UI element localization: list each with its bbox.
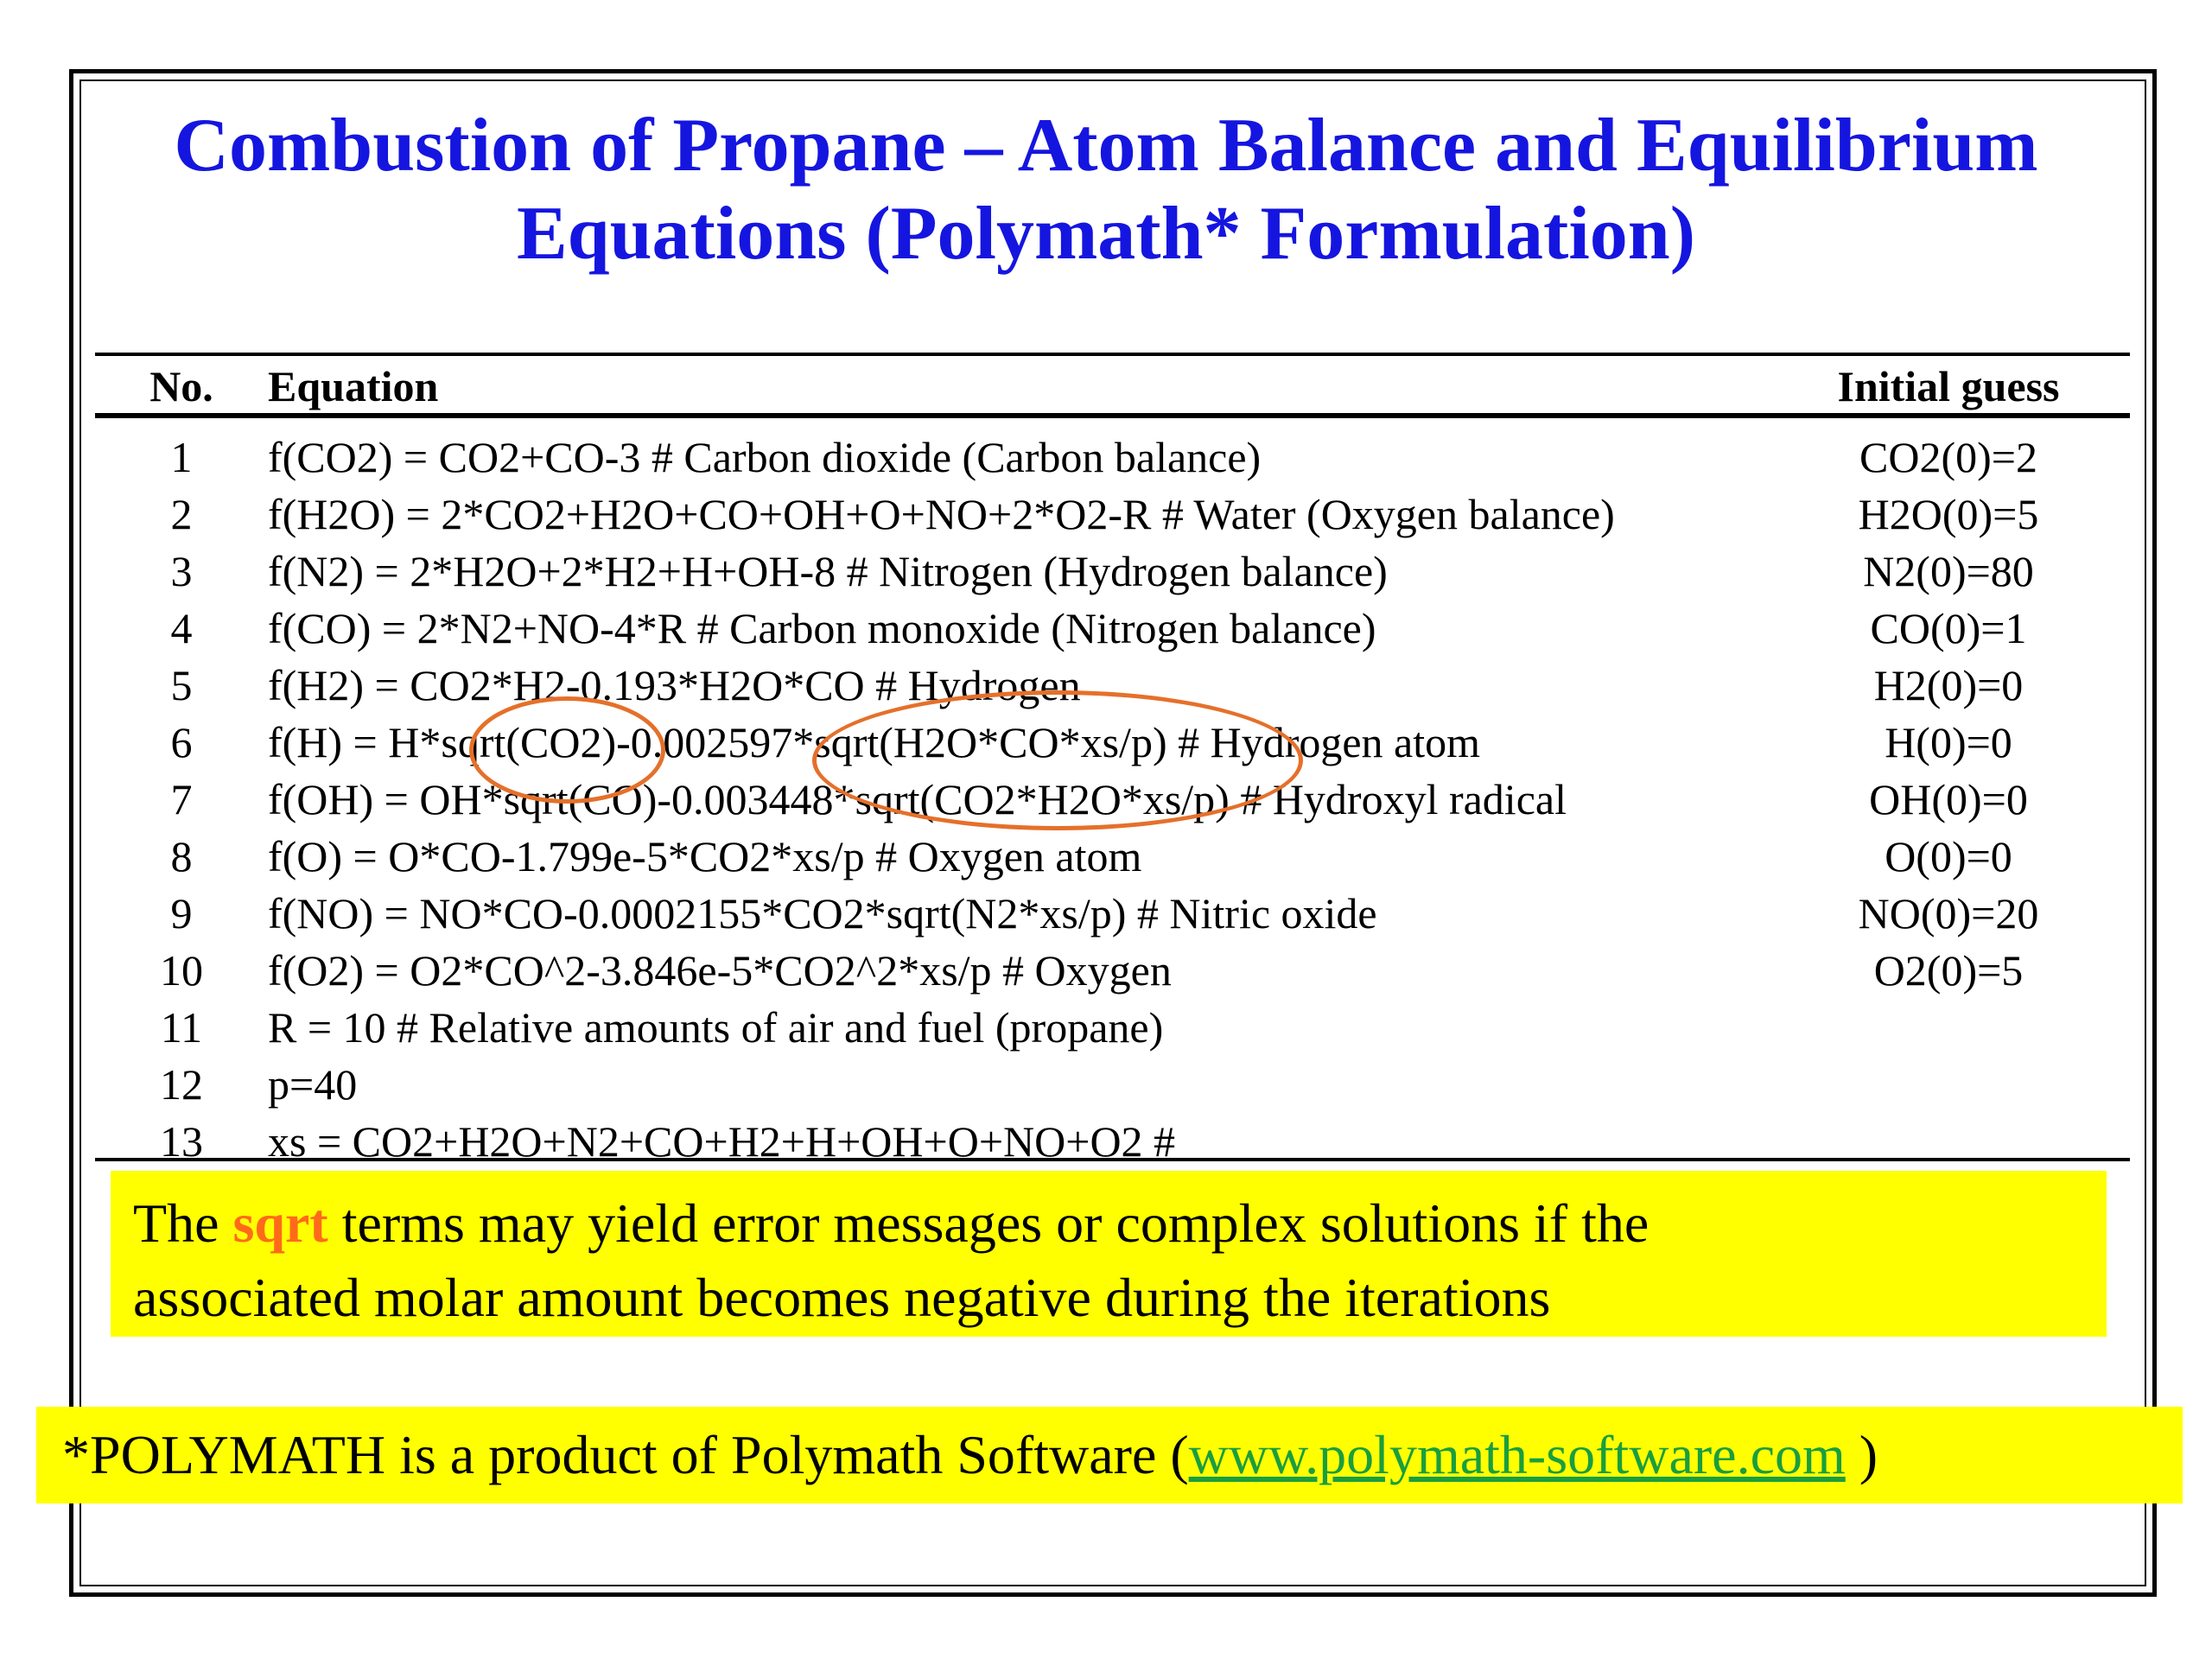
cell-initial-guess bbox=[1767, 1113, 2130, 1170]
table-row bbox=[95, 828, 2130, 885]
cell-initial-guess: OH(0)=0 bbox=[1869, 775, 2028, 823]
cell-no: 8 bbox=[170, 832, 193, 880]
cell-initial-guess: NO(0)=20 bbox=[1858, 889, 2039, 938]
title-line-1: Combustion of Propane – Atom Balance and Equilibrium bbox=[174, 104, 2038, 188]
cell-equation: f(CO) = 2*N2+NO-4*R # Carbon monoxide (Nitrogen balance) bbox=[268, 604, 1376, 652]
table-row bbox=[95, 486, 2130, 543]
table-row bbox=[95, 942, 2130, 999]
cell-no: 2 bbox=[170, 490, 193, 538]
table-row bbox=[95, 1056, 2130, 1113]
cell-equation: f(H2O) = 2*CO2+H2O+CO+OH+O+NO+2*O2-R # Water (Oxygen balance) bbox=[268, 490, 1615, 538]
cell-no: 12 bbox=[160, 1060, 203, 1109]
cell-initial-guess: H2O(0)=5 bbox=[1858, 490, 2039, 538]
cell-initial-guess: O(0)=0 bbox=[1885, 832, 2012, 880]
cell-no: 6 bbox=[170, 718, 193, 766]
cell-initial-guess bbox=[1767, 1056, 2130, 1113]
table-row bbox=[95, 885, 2130, 942]
table-row bbox=[95, 543, 2130, 600]
title-line-2: Equations (Polymath* Formulation) bbox=[516, 192, 1696, 276]
cell-no: 11 bbox=[160, 1003, 203, 1052]
cell-initial-guess: N2(0)=80 bbox=[1863, 547, 2034, 595]
cell-equation: R = 10 # Relative amounts of air and fuel (propane) bbox=[268, 1003, 1164, 1052]
header-initial-guess: Initial guess bbox=[1837, 362, 2060, 410]
cell-no: 4 bbox=[170, 604, 193, 652]
cell-equation: f(NO) = NO*CO-0.0002155*CO2*sqrt(N2*xs/p) # Nitric oxide bbox=[268, 889, 1377, 938]
table-header-row bbox=[95, 358, 2130, 420]
cell-initial-guess bbox=[1767, 999, 2130, 1056]
cell-equation: f(O2) = O2*CO^2-3.846e-5*CO2^2*xs/p # Oxygen bbox=[268, 946, 1172, 995]
cell-no: 13 bbox=[160, 1117, 203, 1166]
cell-equation: f(CO2) = CO2+CO-3 # Carbon dioxide (Carbon balance) bbox=[268, 433, 1262, 481]
note-prefix: The bbox=[133, 1192, 233, 1254]
cell-initial-guess: O2(0)=5 bbox=[1873, 946, 2024, 995]
note-highlight-sqrt: sqrt bbox=[232, 1192, 328, 1254]
annotation-oval-sqrt-co2 bbox=[469, 696, 665, 804]
warning-note-box bbox=[111, 1171, 2107, 1337]
cell-equation: xs = CO2+H2O+N2+CO+H2+H+OH+O+NO+O2 # bbox=[268, 1117, 1176, 1166]
cell-no: 3 bbox=[170, 547, 193, 595]
footer-text-before: *POLYMATH is a product of Polymath Software ( bbox=[62, 1424, 1189, 1485]
cell-no: 5 bbox=[170, 661, 193, 709]
cell-no: 9 bbox=[170, 889, 193, 938]
note-line-1 bbox=[133, 1186, 2084, 1261]
note-line-1-rest: terms may yield error messages or complex solutions if the bbox=[327, 1192, 1649, 1254]
cell-equation: f(N2) = 2*H2O+2*H2+H+OH-8 # Nitrogen (Hydrogen balance) bbox=[268, 547, 1388, 595]
cell-equation: p=40 bbox=[268, 1060, 358, 1109]
header-no: No. bbox=[149, 362, 213, 410]
slide-title bbox=[130, 102, 2082, 278]
cell-equation: f(H) = H*sqrt(CO2)-0.002597*sqrt(H2O*CO*xs/p) # Hydrogen atom bbox=[268, 718, 1481, 766]
cell-equation: f(O) = O*CO-1.799e-5*CO2*xs/p # Oxygen atom bbox=[268, 832, 1142, 880]
cell-equation: f(OH) = OH*sqrt(CO)-0.003448*sqrt(CO2*H2O*xs/p) # Hydroxyl radical bbox=[268, 775, 1567, 823]
table-row bbox=[95, 420, 2130, 486]
polymath-website-link[interactable]: www.polymath-software.com bbox=[1188, 1424, 1846, 1485]
cell-initial-guess: CO(0)=1 bbox=[1870, 604, 2027, 652]
cell-no: 7 bbox=[170, 775, 193, 823]
cell-initial-guess: H2(0)=0 bbox=[1873, 661, 2024, 709]
cell-no: 10 bbox=[160, 946, 203, 995]
header-equation: Equation bbox=[268, 362, 439, 410]
table-row bbox=[95, 1113, 2130, 1170]
table-row bbox=[95, 600, 2130, 657]
annotation-oval-sqrt-h2o bbox=[812, 690, 1303, 830]
table-top-rule bbox=[95, 353, 2130, 356]
cell-equation: f(H2) = CO2*H2-0.193*H2O*CO # Hydrogen bbox=[268, 661, 1081, 709]
cell-no: 1 bbox=[170, 433, 193, 481]
footer-credit-box bbox=[36, 1407, 2183, 1503]
cell-initial-guess: H(0)=0 bbox=[1885, 718, 2012, 766]
cell-initial-guess: CO2(0)=2 bbox=[1859, 433, 2037, 481]
table-row bbox=[95, 999, 2130, 1056]
footer-text-after: ) bbox=[1845, 1424, 1878, 1485]
note-line-2: associated molar amount becomes negative during the iterations bbox=[133, 1267, 1551, 1328]
